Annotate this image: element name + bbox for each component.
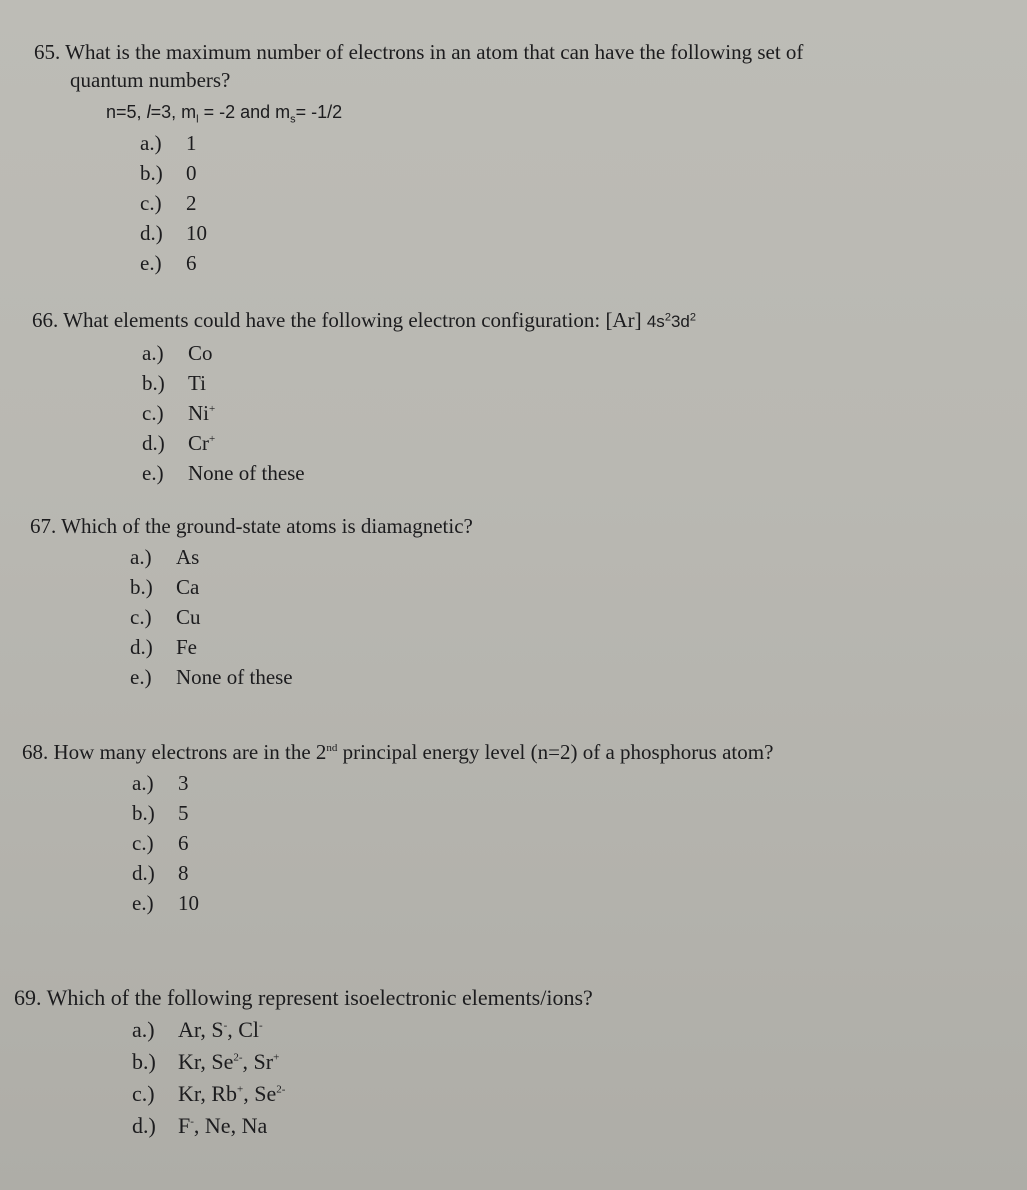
option-letter: d.) bbox=[140, 221, 163, 245]
option-text: None of these bbox=[176, 665, 293, 689]
qn-ml-value: = -2 and bbox=[198, 102, 271, 122]
option-text: 10 bbox=[186, 221, 207, 245]
option-b[interactable] bbox=[132, 1046, 1004, 1078]
question-68-options bbox=[22, 768, 1012, 918]
question-68 bbox=[22, 738, 1012, 918]
option-text: 5 bbox=[178, 801, 189, 825]
option-d[interactable] bbox=[130, 632, 990, 662]
option-charge: - bbox=[259, 1019, 263, 1032]
config-orbital-2: 3d bbox=[670, 312, 690, 331]
question-number: 69. bbox=[14, 985, 42, 1010]
question-number: 68. bbox=[22, 740, 49, 764]
question-67 bbox=[30, 512, 990, 692]
qn-l-value: =3, bbox=[150, 102, 177, 122]
option-charge: + bbox=[237, 1083, 244, 1096]
option-text: 0 bbox=[186, 161, 197, 185]
option-letter: c.) bbox=[132, 831, 154, 855]
option-letter: b.) bbox=[130, 575, 153, 599]
option-text: 10 bbox=[178, 891, 199, 915]
question-66-options bbox=[32, 338, 992, 488]
option-c[interactable] bbox=[130, 602, 990, 632]
option-charge: + bbox=[273, 1051, 280, 1064]
option-charge: - bbox=[190, 1115, 194, 1128]
question-66 bbox=[32, 306, 992, 488]
option-e[interactable] bbox=[140, 248, 994, 278]
option-c[interactable] bbox=[142, 398, 992, 428]
option-text: None of these bbox=[188, 461, 305, 485]
option-letter: b.) bbox=[132, 1049, 156, 1074]
option-letter: d.) bbox=[132, 1113, 156, 1138]
question-number: 67. bbox=[30, 514, 57, 538]
option-letter: d.) bbox=[142, 431, 165, 455]
option-c[interactable] bbox=[132, 828, 1012, 858]
option-letter: e.) bbox=[142, 461, 164, 485]
option-text: As bbox=[176, 545, 200, 569]
option-text: Ar, S bbox=[178, 1017, 224, 1042]
option-letter: c.) bbox=[130, 605, 152, 629]
option-letter: a.) bbox=[132, 771, 154, 795]
option-charge: + bbox=[209, 433, 216, 445]
option-text: 1 bbox=[186, 131, 197, 155]
question-text: What is the maximum number of electrons in an atom that can have the following set of bbox=[65, 40, 804, 64]
option-letter: b.) bbox=[132, 801, 155, 825]
option-d[interactable] bbox=[132, 858, 1012, 888]
option-text: 6 bbox=[178, 831, 189, 855]
option-text: 2 bbox=[186, 191, 197, 215]
qn-ms-symbol: m bbox=[275, 102, 291, 122]
option-d[interactable] bbox=[142, 428, 992, 458]
question-67-stem bbox=[30, 512, 990, 540]
option-letter: a.) bbox=[130, 545, 152, 569]
quantum-numbers bbox=[34, 98, 994, 126]
option-text: Kr, Se bbox=[178, 1049, 234, 1074]
option-charge: 2- bbox=[276, 1083, 286, 1096]
option-text: F bbox=[178, 1113, 191, 1138]
option-letter: d.) bbox=[130, 635, 153, 659]
option-a[interactable] bbox=[142, 338, 992, 368]
option-charge: 2- bbox=[233, 1051, 243, 1064]
config-count-1: 2 bbox=[664, 311, 671, 324]
option-b[interactable] bbox=[130, 572, 990, 602]
question-69-stem bbox=[14, 984, 1004, 1012]
option-text: , Ne, Na bbox=[193, 1113, 268, 1138]
option-letter: c.) bbox=[140, 191, 162, 215]
option-letter: e.) bbox=[130, 665, 152, 689]
option-text: Kr, Rb bbox=[178, 1081, 238, 1106]
option-text: Ca bbox=[176, 575, 200, 599]
qn-ms-value: = -1/2 bbox=[295, 102, 343, 122]
option-letter: a.) bbox=[132, 1017, 155, 1042]
config-count-2: 2 bbox=[689, 311, 696, 324]
question-number: 66. bbox=[32, 308, 59, 332]
qn-ml-symbol: m bbox=[181, 102, 197, 122]
option-letter: b.) bbox=[140, 161, 163, 185]
option-letter: a.) bbox=[142, 341, 164, 365]
option-letter: c.) bbox=[132, 1081, 155, 1106]
option-a[interactable] bbox=[130, 542, 990, 572]
option-letter: a.) bbox=[140, 131, 162, 155]
option-letter: e.) bbox=[140, 251, 162, 275]
option-a[interactable] bbox=[132, 1014, 1004, 1046]
question-68-stem bbox=[22, 738, 1012, 766]
option-text: Co bbox=[188, 341, 213, 365]
question-69 bbox=[14, 984, 1004, 1142]
qn-ml-sub: l bbox=[196, 113, 199, 126]
option-text: Fe bbox=[176, 635, 197, 659]
option-text: Ti bbox=[188, 371, 206, 395]
option-e[interactable] bbox=[130, 662, 990, 692]
option-text: Ni bbox=[188, 401, 209, 425]
question-number: 65. bbox=[34, 40, 61, 64]
question-65 bbox=[34, 38, 994, 278]
option-d[interactable] bbox=[132, 1110, 1004, 1142]
option-text: 6 bbox=[186, 251, 197, 275]
question-69-options bbox=[14, 1014, 1004, 1142]
config-orbital-1: 4s bbox=[646, 312, 665, 331]
qn-l-symbol: l bbox=[146, 102, 151, 122]
option-e[interactable] bbox=[142, 458, 992, 488]
question-text-end: principal energy level (n=2) of a phosphorus atom? bbox=[342, 740, 774, 764]
option-letter: e.) bbox=[132, 891, 154, 915]
option-text: , Se bbox=[243, 1081, 277, 1106]
electron-configuration bbox=[647, 312, 696, 331]
question-67-options bbox=[30, 542, 990, 692]
option-text: Cu bbox=[176, 605, 201, 629]
question-66-stem bbox=[32, 306, 992, 336]
option-charge: - bbox=[223, 1019, 228, 1032]
option-text: Cr bbox=[188, 431, 209, 455]
option-a[interactable] bbox=[132, 768, 1012, 798]
option-b[interactable] bbox=[140, 158, 994, 188]
option-letter: d.) bbox=[132, 861, 155, 885]
question-text: What elements could have the following electron configuration: [Ar] bbox=[63, 308, 642, 332]
option-text: , Sr bbox=[242, 1049, 274, 1074]
question-text: Which of the following represent isoelectronic elements/ions? bbox=[46, 985, 593, 1010]
question-65-options bbox=[34, 128, 994, 278]
option-a[interactable] bbox=[140, 128, 994, 158]
question-65-stem-cont: quantum numbers? bbox=[70, 68, 231, 92]
option-c[interactable] bbox=[140, 188, 994, 218]
option-e[interactable] bbox=[132, 888, 1012, 918]
question-text: Which of the ground-state atoms is diamagnetic? bbox=[61, 514, 473, 538]
option-b[interactable] bbox=[142, 368, 992, 398]
option-d[interactable] bbox=[140, 218, 994, 248]
option-text: 8 bbox=[178, 861, 189, 885]
option-text: , Cl bbox=[227, 1017, 260, 1042]
option-letter: c.) bbox=[142, 401, 164, 425]
option-charge: + bbox=[209, 403, 216, 415]
question-65-stem bbox=[34, 38, 994, 66]
option-text: 3 bbox=[178, 771, 189, 795]
qn-n: n=5, bbox=[106, 102, 142, 122]
ordinal-suffix: nd bbox=[326, 742, 338, 754]
question-text: How many electrons are in the 2 bbox=[53, 740, 327, 764]
option-letter: b.) bbox=[142, 371, 165, 395]
option-c[interactable] bbox=[132, 1078, 1004, 1110]
qn-ms-sub: s bbox=[290, 113, 296, 126]
option-b[interactable] bbox=[132, 798, 1012, 828]
